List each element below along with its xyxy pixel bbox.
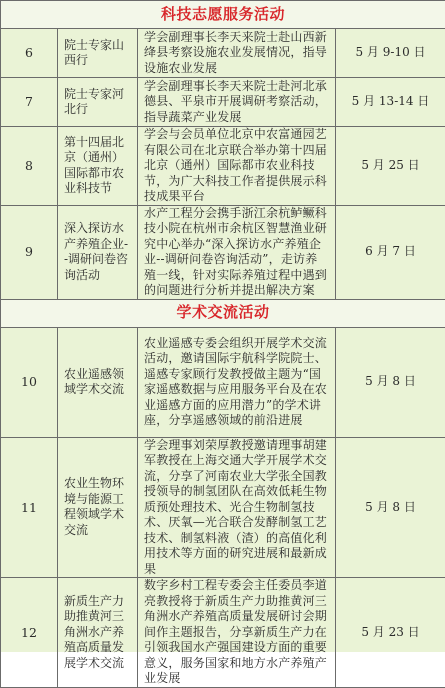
activity-name: 深入探访水产养殖企业--调研问卷咨询活动 (58, 205, 138, 299)
activity-date: 5 月 13-14 日 (336, 78, 445, 127)
activity-name: 新质生产力助推黄河三角洲水产养殖高质量发展学术交流 (58, 578, 138, 688)
table-row (1, 127, 445, 206)
activity-name: 农业遥感领域学术交流 (58, 327, 138, 437)
activity-name: 院士专家山西行 (58, 29, 138, 78)
row-number: 7 (1, 78, 58, 127)
activity-name: 第十四届北京（通州）国际都市农业科技节 (58, 127, 138, 206)
activity-date: 5 月 8 日 (336, 437, 445, 578)
activity-date: 5 月 25 日 (336, 127, 445, 206)
table-row (1, 437, 445, 578)
table-row (1, 29, 445, 78)
table-row (1, 78, 445, 127)
activity-date: 5 月 8 日 (336, 327, 445, 437)
row-number: 6 (1, 29, 58, 78)
activity-description: 学会副理事长李天来院士赴河北承德县、平泉市开展调研考察活动，指导蔬菜产业发展 (138, 78, 336, 127)
section-title: 学术交流活动 (1, 299, 445, 327)
activity-date: 6 月 7 日 (336, 205, 445, 299)
activity-description: 学会与会员单位北京中农富通园艺有限公司在北京联合举办第十四届北京（通州）国际都市农业科技节，为广大科技工作者提供展示科技成果平台 (138, 127, 336, 206)
row-number: 12 (1, 578, 58, 688)
activity-date: 5 月 23 日 (336, 578, 445, 688)
activity-description: 学会副理事长李天来院士赴山西新绛县考察设施农业发展情况，指导设施农业发展 (138, 29, 336, 78)
row-number: 8 (1, 127, 58, 206)
activity-date: 5 月 9-10 日 (336, 29, 445, 78)
activity-description: 农业遥感专委会组织开展学术交流活动，邀请国际宇航科学院院士、遥感专家顾行发教授做主题为“国家遥感数据与应用服务平台及在农业遥感方面的应用潜力”的学术讲座，分享遥感领域的前沿进展 (138, 327, 336, 437)
activity-description: 数字乡村工程专委会主任委员李道亮教授将于新质生产力助推黄河三角洲水产养殖高质量发展研讨会期间作主题报告，分享新质生产力在引领我国水产强国建设方面的重要意义，服务国家和地方水产养殖产业发展 (138, 578, 336, 688)
table-row (1, 205, 445, 299)
row-number: 10 (1, 327, 58, 437)
table-row (1, 327, 445, 437)
table-row (1, 578, 445, 688)
section-title: 科技志愿服务活动 (1, 1, 445, 29)
row-number: 9 (1, 205, 58, 299)
activity-name: 院士专家河北行 (58, 78, 138, 127)
activity-description: 学会理事刘荣厚教授邀请理事胡建军教授在上海交通大学开展学术交流，分享了河南农业大学张全国教授领导的制氢团队在高效低耗生物质预处理技术、光合生物制氢技术、厌氧—光合联合发酵制氢工艺技术、制氢料液（渣）的高值化利用技术等方面的研究进展和最新成果 (138, 437, 336, 578)
section-header-row (1, 1, 445, 29)
activity-description: 水产工程分会携手浙江余杭鲈鳜科技小院在杭州市余杭区智慧渔业研究中心举办“深入探访水产养殖企业--调研问卷咨询活动”，走访养殖一线，针对实际养殖过程中遇到的问题进行分析并提出解决方案 (138, 205, 336, 299)
row-number: 11 (1, 437, 58, 578)
activity-name: 农业生物环境与能源工程领域学术交流 (58, 437, 138, 578)
section-header-row (1, 299, 445, 327)
